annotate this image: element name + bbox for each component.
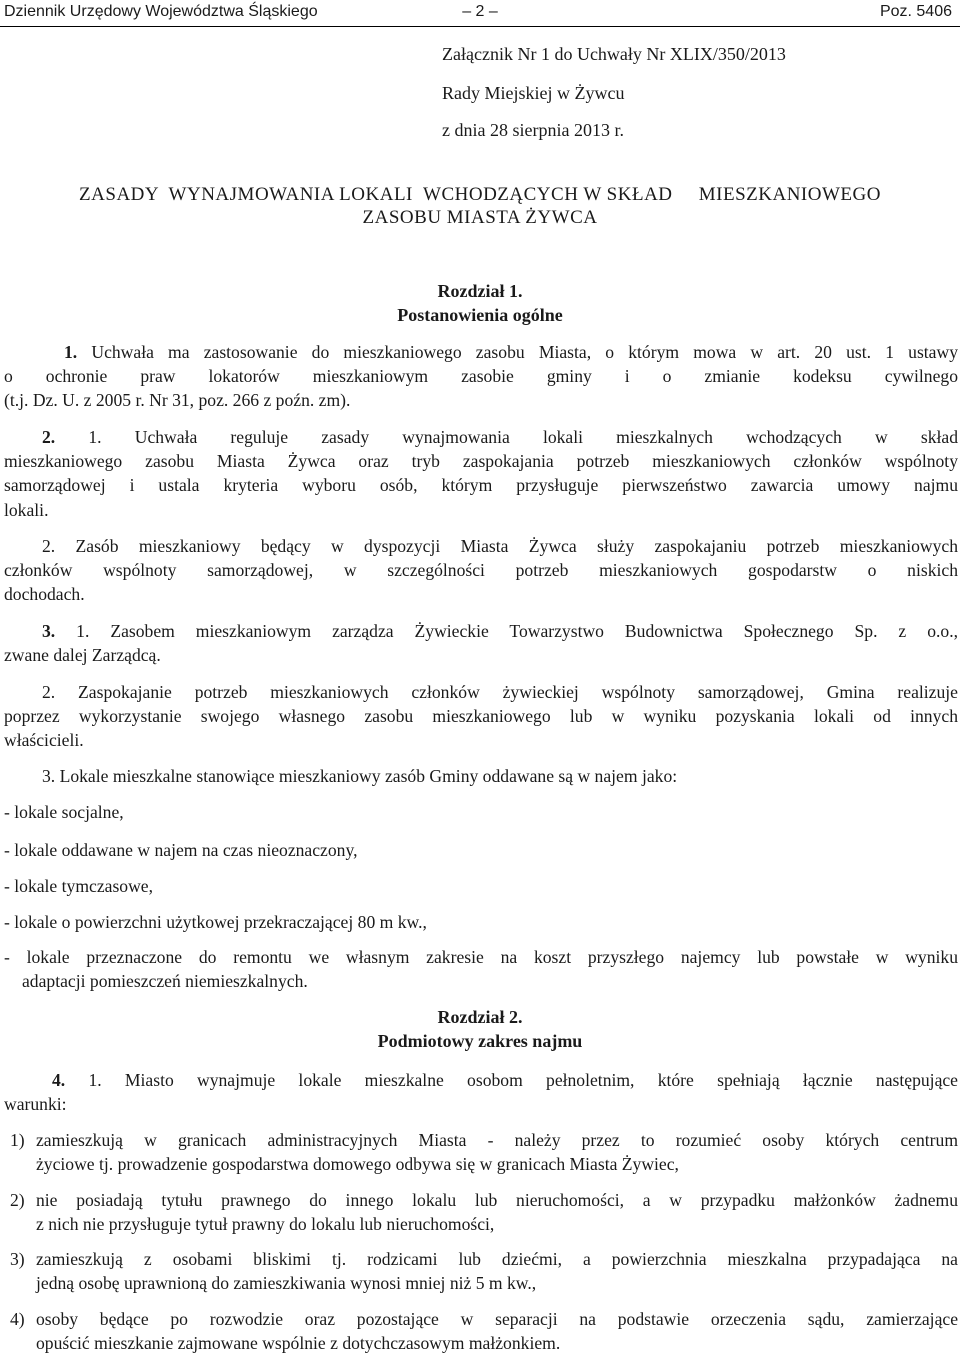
paragraph-2-section-2-line-2: członków wspólnoty samorządowej, w szczególności potrzeb mieszkaniowych gospodarstw o niskich [4, 560, 958, 581]
page-number: – 2 – [462, 3, 498, 20]
paragraph-3-section-3-line: 3. Lokale mieszkalne stanowiące mieszkaniowy zasób Gminy oddawane są w najem jako: [42, 766, 678, 786]
page-header [0, 0, 960, 27]
paragraph-1-line-1: Uchwała ma zastosowanie do mieszkaniowego zasobu Miasta, o którym mowa w art. 20 ust. 1 ustawy [77, 342, 958, 362]
dash-item-3: - lokale tymczasowe, [4, 876, 153, 896]
paragraph-3-section-2-line-1: 2. Zaspokajanie potrzeb mieszkaniowych członków żywieckiej wspólnoty samorządowej, Gmina realizuje [42, 682, 958, 702]
dash-item-4: - lokale o powierzchni użytkowej przekraczającej 80 m kw., [4, 912, 427, 932]
paragraph-4 [4, 1068, 958, 1116]
paragraph-2-number: 2. [42, 427, 56, 447]
document-title-line-2: ZASOBU MIASTA ŻYWCA [362, 207, 598, 228]
annex-line-3: z dnia 28 sierpnia 2013 r. [442, 120, 624, 140]
chapter-2-heading: Rozdział 2. [437, 1007, 523, 1027]
paragraph-3-section-3 [4, 764, 958, 788]
condition-1-number: 1) [10, 1130, 25, 1150]
condition-4-line-1: osoby będące po rozwodzie oraz pozostające w separacji na podstawie orzeczenia sądu, zamierzające [36, 1309, 958, 1329]
journal-name: Dziennik Urzędowy Województwa Śląskiego [4, 3, 318, 20]
condition-4 [10, 1307, 958, 1355]
document-title-line-1: ZASADY WYNAJMOWANIA LOKALI WCHODZĄCYCH W SKŁAD MIESZKANIOWEGO [79, 184, 881, 205]
chapter-1-subheading: Postanowienia ogólne [397, 305, 563, 325]
condition-1-line-2: życiowe tj. prowadzenie gospodarstwa domowego odbywa się w granicach Miasta Żywiec, [36, 1154, 679, 1175]
annex-line-2: Rady Miejskiej w Żywcu [442, 83, 625, 103]
paragraph-3-section-2-line-2: poprzez wykorzystanie swojego własnego zasobu mieszkaniowego lub w wyniku pozyskania lokali od innych [4, 706, 958, 727]
dash-item-1: - lokale socjalne, [4, 802, 124, 822]
paragraph-3-line-1: 1. Zasobem mieszkaniowym zarządza Żywieckie Towarzystwo Budownictwa Społecznego Sp. z o.o., [55, 621, 958, 641]
paragraph-1-line-2: o ochronie praw lokatorów mieszkaniowym zasobie gminy i o zmianie kodeksu cywilnego [4, 366, 958, 387]
paragraph-3-section-2 [4, 680, 958, 753]
condition-3 [10, 1247, 958, 1295]
condition-2 [10, 1188, 958, 1236]
dash-item-5-line-1: - lokale przeznaczone do remontu we własnym zakresie na koszt przyszłego najemcy lub powstałe w wyniku [4, 947, 958, 967]
condition-3-line-1: zamieszkują z osobami bliskimi tj. rodzicami lub dziećmi, a powierzchnia mieszkalna przypadająca na [36, 1249, 958, 1269]
paragraph-4-number: 4. [52, 1070, 66, 1090]
paragraph-3 [4, 619, 958, 667]
paragraph-1-line-3: (t.j. Dz. U. z 2005 r. Nr 31, poz. 266 z poźn. zm). [4, 390, 351, 411]
condition-2-line-2: z nich nie przysługuje tytuł prawny do lokalu lub nieruchomości, [36, 1214, 495, 1235]
condition-4-number: 4) [10, 1309, 25, 1329]
paragraph-2 [4, 425, 958, 522]
paragraph-2-line-3: samorządowej i ustala kryteria wyboru osób, którym przysługuje pierwszeństwo zawarcia umowy najmu [4, 475, 958, 496]
paragraph-2-section-2-line-3: dochodach. [4, 584, 85, 605]
paragraph-3-number: 3. [42, 621, 56, 641]
paragraph-1 [4, 340, 958, 413]
paragraph-4-line-1: 1. Miasto wynajmuje lokale mieszkalne osobom pełnoletnim, które spełniają łącznie następujące [65, 1070, 958, 1090]
dash-item-5-line-2: adaptacji pomieszczeń niemieszkalnych. [22, 971, 308, 992]
paragraph-1-number: 1. [64, 342, 78, 362]
dash-item-5 [4, 945, 958, 993]
dash-item-2: - lokale oddawane w najem na czas nieoznaczony, [4, 840, 358, 860]
paragraph-2-section-2-line-1: 2. Zasób mieszkaniowy będący w dyspozycji Miasta Żywca służy zaspokajaniu potrzeb mieszkaniowych [42, 536, 958, 556]
condition-2-line-1: nie posiadają tytułu prawnego do innego lokalu lub nieruchomości, a w przypadku małżonków żadnemu [36, 1190, 958, 1210]
position-number: Poz. 5406 [879, 3, 952, 20]
condition-4-line-2: opuścić mieszkanie zajmowane wspólnie z dotychczasowym małżonkiem. [36, 1333, 561, 1354]
condition-1-line-1: zamieszkują w granicach administracyjnych Miasta - należy przez to rozumieć osoby których centrum [36, 1130, 958, 1150]
condition-1 [10, 1128, 958, 1176]
chapter-1-heading: Rozdział 1. [437, 281, 523, 301]
annex-line-1: Załącznik Nr 1 do Uchwały Nr XLIX/350/2013 [442, 44, 786, 64]
condition-3-number: 3) [10, 1249, 25, 1269]
paragraph-3-line-2: zwane dalej Zarządcą. [4, 645, 161, 666]
paragraph-3-section-2-line-3: właścicieli. [4, 730, 84, 751]
paragraph-2-line-4: lokali. [4, 499, 49, 520]
paragraph-4-line-2: warunki: [4, 1094, 67, 1115]
chapter-2-subheading: Podmiotowy zakres najmu [377, 1031, 583, 1051]
paragraph-2-section-2 [4, 534, 958, 607]
paragraph-2-line-1: 1. Uchwała reguluje zasady wynajmowania lokali mieszkalnych wchodzących w skład [55, 427, 958, 447]
paragraph-2-line-2: mieszkaniowego zasobu Miasta Żywca oraz tryb zaspokajania potrzeb mieszkaniowych członków wspólnoty [4, 451, 958, 472]
condition-3-line-2: jedną osobę uprawnioną do zamieszkiwania wynosi mniej niż 5 m kw., [36, 1273, 537, 1294]
condition-2-number: 2) [10, 1190, 25, 1210]
